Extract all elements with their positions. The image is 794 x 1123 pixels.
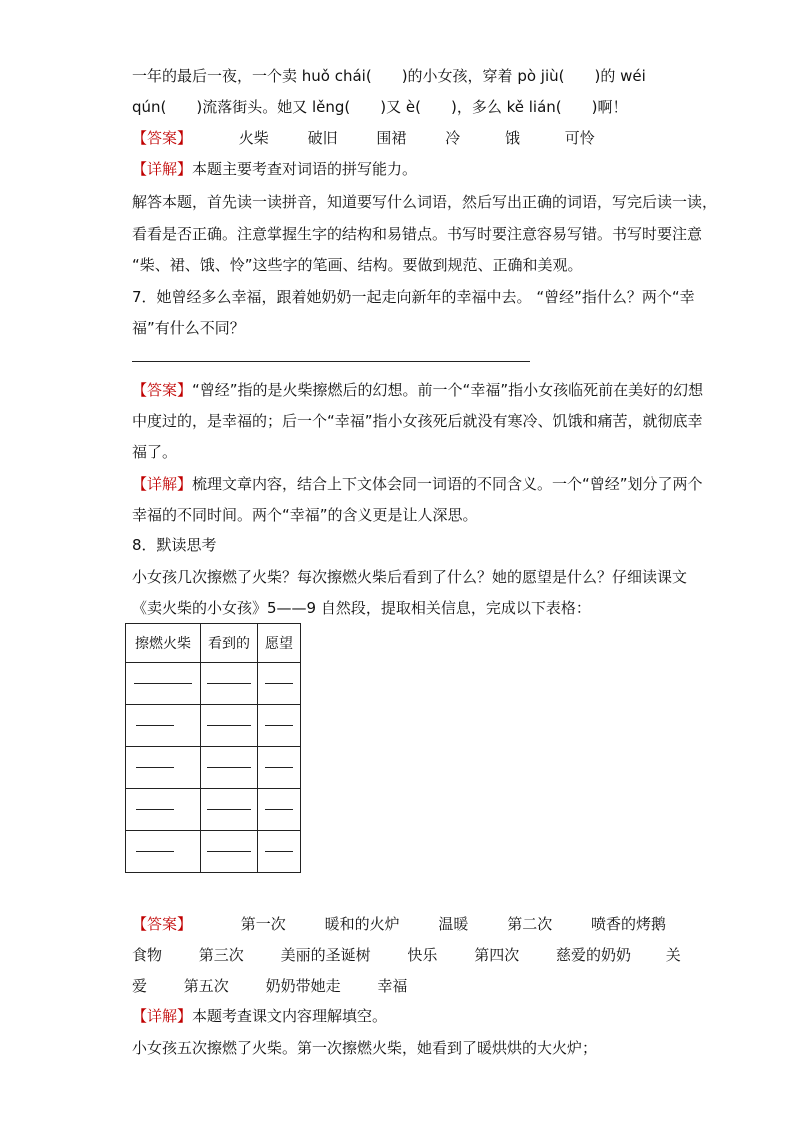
answer-item: 第二次 bbox=[507, 915, 553, 933]
detail-tag: 【详解】 bbox=[132, 475, 193, 493]
fill-blank[interactable] bbox=[265, 725, 293, 726]
fill-blank[interactable] bbox=[136, 851, 174, 852]
fill-in-table bbox=[125, 623, 301, 873]
q6-answer bbox=[132, 128, 595, 148]
answer-item: 冷 bbox=[445, 129, 461, 147]
q6-question-line-2: qún( )流落街头。她又 lěng( )又 è( )，多么 kě lián( )啊！ bbox=[132, 98, 628, 116]
fill-blank[interactable] bbox=[265, 767, 293, 768]
fill-blank[interactable] bbox=[207, 683, 251, 684]
q6-explain-line-1: 解答本题，首先读一读拼音，知道要写什么词语，然后写出正确的词语，写完后读一读， bbox=[132, 193, 718, 211]
q6-question-line-1: 一年的最后一夜，一个卖 huǒ chái( )的小女孩，穿着 pò jiù( )的 wéi bbox=[132, 67, 646, 85]
answer-text: “曾经”指的是火柴擦燃后的幻想。前一个“幸福”指小女孩临死前在美好的幻想 bbox=[192, 381, 704, 399]
answer-item: 食物 bbox=[132, 946, 163, 964]
q8-answer-line-2 bbox=[132, 945, 681, 965]
table-cell bbox=[126, 789, 201, 831]
table-cell bbox=[201, 789, 258, 831]
answer-item: 喷香的烤鹅 bbox=[590, 915, 666, 933]
q8-answer-line-3 bbox=[132, 976, 407, 996]
table-cell bbox=[258, 663, 301, 705]
table-cell bbox=[126, 663, 201, 705]
answer-item: 第一次 bbox=[240, 915, 286, 933]
detail-text: 梳理文章内容，结合上下文体会同一词语的不同含义。一个“曾经”划分了两个 bbox=[192, 475, 703, 493]
q8-explain: 小女孩五次擦燃了火柴。第一次擦燃火柴，她看到了暖烘烘的大火炉； bbox=[132, 1039, 598, 1057]
q6-explain-line-3: “柴、裙、饿、怜”这些字的笔画、结构。要做到规范、正确和美观。 bbox=[132, 256, 583, 274]
q7-answer-line-3: 福了。 bbox=[132, 443, 178, 461]
fill-blank[interactable] bbox=[207, 725, 251, 726]
table-row bbox=[126, 663, 301, 705]
table-row bbox=[126, 747, 301, 789]
answer-tag: 【答案】 bbox=[132, 129, 193, 147]
answer-item: 慈爱的奶奶 bbox=[555, 946, 631, 964]
q8-question-line-1: 小女孩几次擦燃了火柴？每次擦燃火柴后看到了什么？她的愿望是什么？仔细读课文 bbox=[132, 568, 688, 586]
table-cell bbox=[126, 831, 201, 873]
answer-item: 幸福 bbox=[377, 977, 408, 995]
fill-blank[interactable] bbox=[207, 767, 251, 768]
q7-detail-line-2: 幸福的不同时间。两个“幸福”的含义更是让人深思。 bbox=[132, 506, 478, 524]
answer-item: 破旧 bbox=[307, 129, 338, 147]
detail-text: 本题主要考查对词语的拼写能力。 bbox=[192, 160, 418, 178]
table-cell bbox=[258, 831, 301, 873]
answer-item: 第三次 bbox=[198, 946, 244, 964]
answer-item: 爱 bbox=[132, 977, 148, 995]
q7-question-line-1: 7．她曾经多么幸福，跟着她奶奶一起走向新年的幸福中去。 “曾经”指什么？两个“幸 bbox=[132, 288, 695, 306]
fill-blank[interactable] bbox=[265, 851, 293, 852]
table-cell bbox=[126, 705, 201, 747]
fill-blank[interactable] bbox=[136, 809, 174, 810]
table-header-cell: 擦燃火柴 bbox=[126, 624, 201, 663]
table-header-cell: 愿望 bbox=[258, 624, 301, 663]
q7-question-line-2: 福”有什么不同？ bbox=[132, 319, 245, 337]
table-row bbox=[126, 789, 301, 831]
fill-blank[interactable] bbox=[265, 683, 293, 684]
fill-blank[interactable] bbox=[136, 725, 174, 726]
fill-blank[interactable] bbox=[207, 851, 251, 852]
table-cell bbox=[201, 705, 258, 747]
q8-detail bbox=[132, 1006, 387, 1026]
table-cell bbox=[201, 663, 258, 705]
fill-blank[interactable] bbox=[207, 809, 251, 810]
q7-detail-line-1 bbox=[132, 474, 703, 494]
table-header-cell: 看到的 bbox=[201, 624, 258, 663]
table-header-row bbox=[126, 624, 301, 663]
answer-tag: 【答案】 bbox=[132, 915, 193, 933]
answer-item: 第四次 bbox=[474, 946, 520, 964]
table-cell bbox=[258, 747, 301, 789]
q8-answer-line-1 bbox=[132, 914, 666, 934]
answer-item: 关 bbox=[665, 946, 681, 964]
answer-blank-line bbox=[132, 361, 530, 362]
fill-blank[interactable] bbox=[136, 767, 174, 768]
q6-explain-line-2: 看看是否正确。注意掌握生字的结构和易错点。书写时要注意容易写错。书写时要注意 bbox=[132, 225, 703, 243]
table-cell bbox=[201, 747, 258, 789]
q8-title: 8．默读思考 bbox=[132, 536, 217, 554]
table-cell bbox=[258, 705, 301, 747]
answer-item: 可怜 bbox=[564, 129, 595, 147]
answer-item: 第五次 bbox=[183, 977, 229, 995]
answer-item: 温暖 bbox=[438, 915, 469, 933]
detail-tag: 【详解】 bbox=[132, 160, 193, 178]
answer-item: 暖和的火炉 bbox=[324, 915, 400, 933]
q6-detail bbox=[132, 159, 417, 179]
detail-text: 本题考查课文内容理解填空。 bbox=[192, 1007, 388, 1025]
answer-item: 美丽的圣诞树 bbox=[280, 946, 371, 964]
answer-item: 火柴 bbox=[238, 129, 269, 147]
detail-tag: 【详解】 bbox=[132, 1007, 193, 1025]
answer-item: 奶奶带她走 bbox=[265, 977, 341, 995]
answer-tag: 【答案】 bbox=[132, 381, 193, 399]
answer-item: 饿 bbox=[504, 129, 520, 147]
table-row bbox=[126, 705, 301, 747]
answer-item: 围裙 bbox=[376, 129, 407, 147]
q8-question-line-2: 《卖火柴的小女孩》5——9 自然段，提取相关信息，完成以下表格： bbox=[132, 599, 591, 617]
fill-blank[interactable] bbox=[265, 809, 293, 810]
table-row bbox=[126, 831, 301, 873]
table-cell bbox=[126, 747, 201, 789]
answer-item: 快乐 bbox=[407, 946, 438, 964]
fill-blank[interactable] bbox=[134, 683, 192, 684]
table-cell bbox=[258, 789, 301, 831]
q7-answer-line-1 bbox=[132, 380, 703, 400]
table-cell bbox=[201, 831, 258, 873]
q7-answer-line-2: 中度过的，是幸福的；后一个“幸福”指小女孩死后就没有寒冷、饥饿和痛苦，就彻底幸 bbox=[132, 412, 703, 430]
